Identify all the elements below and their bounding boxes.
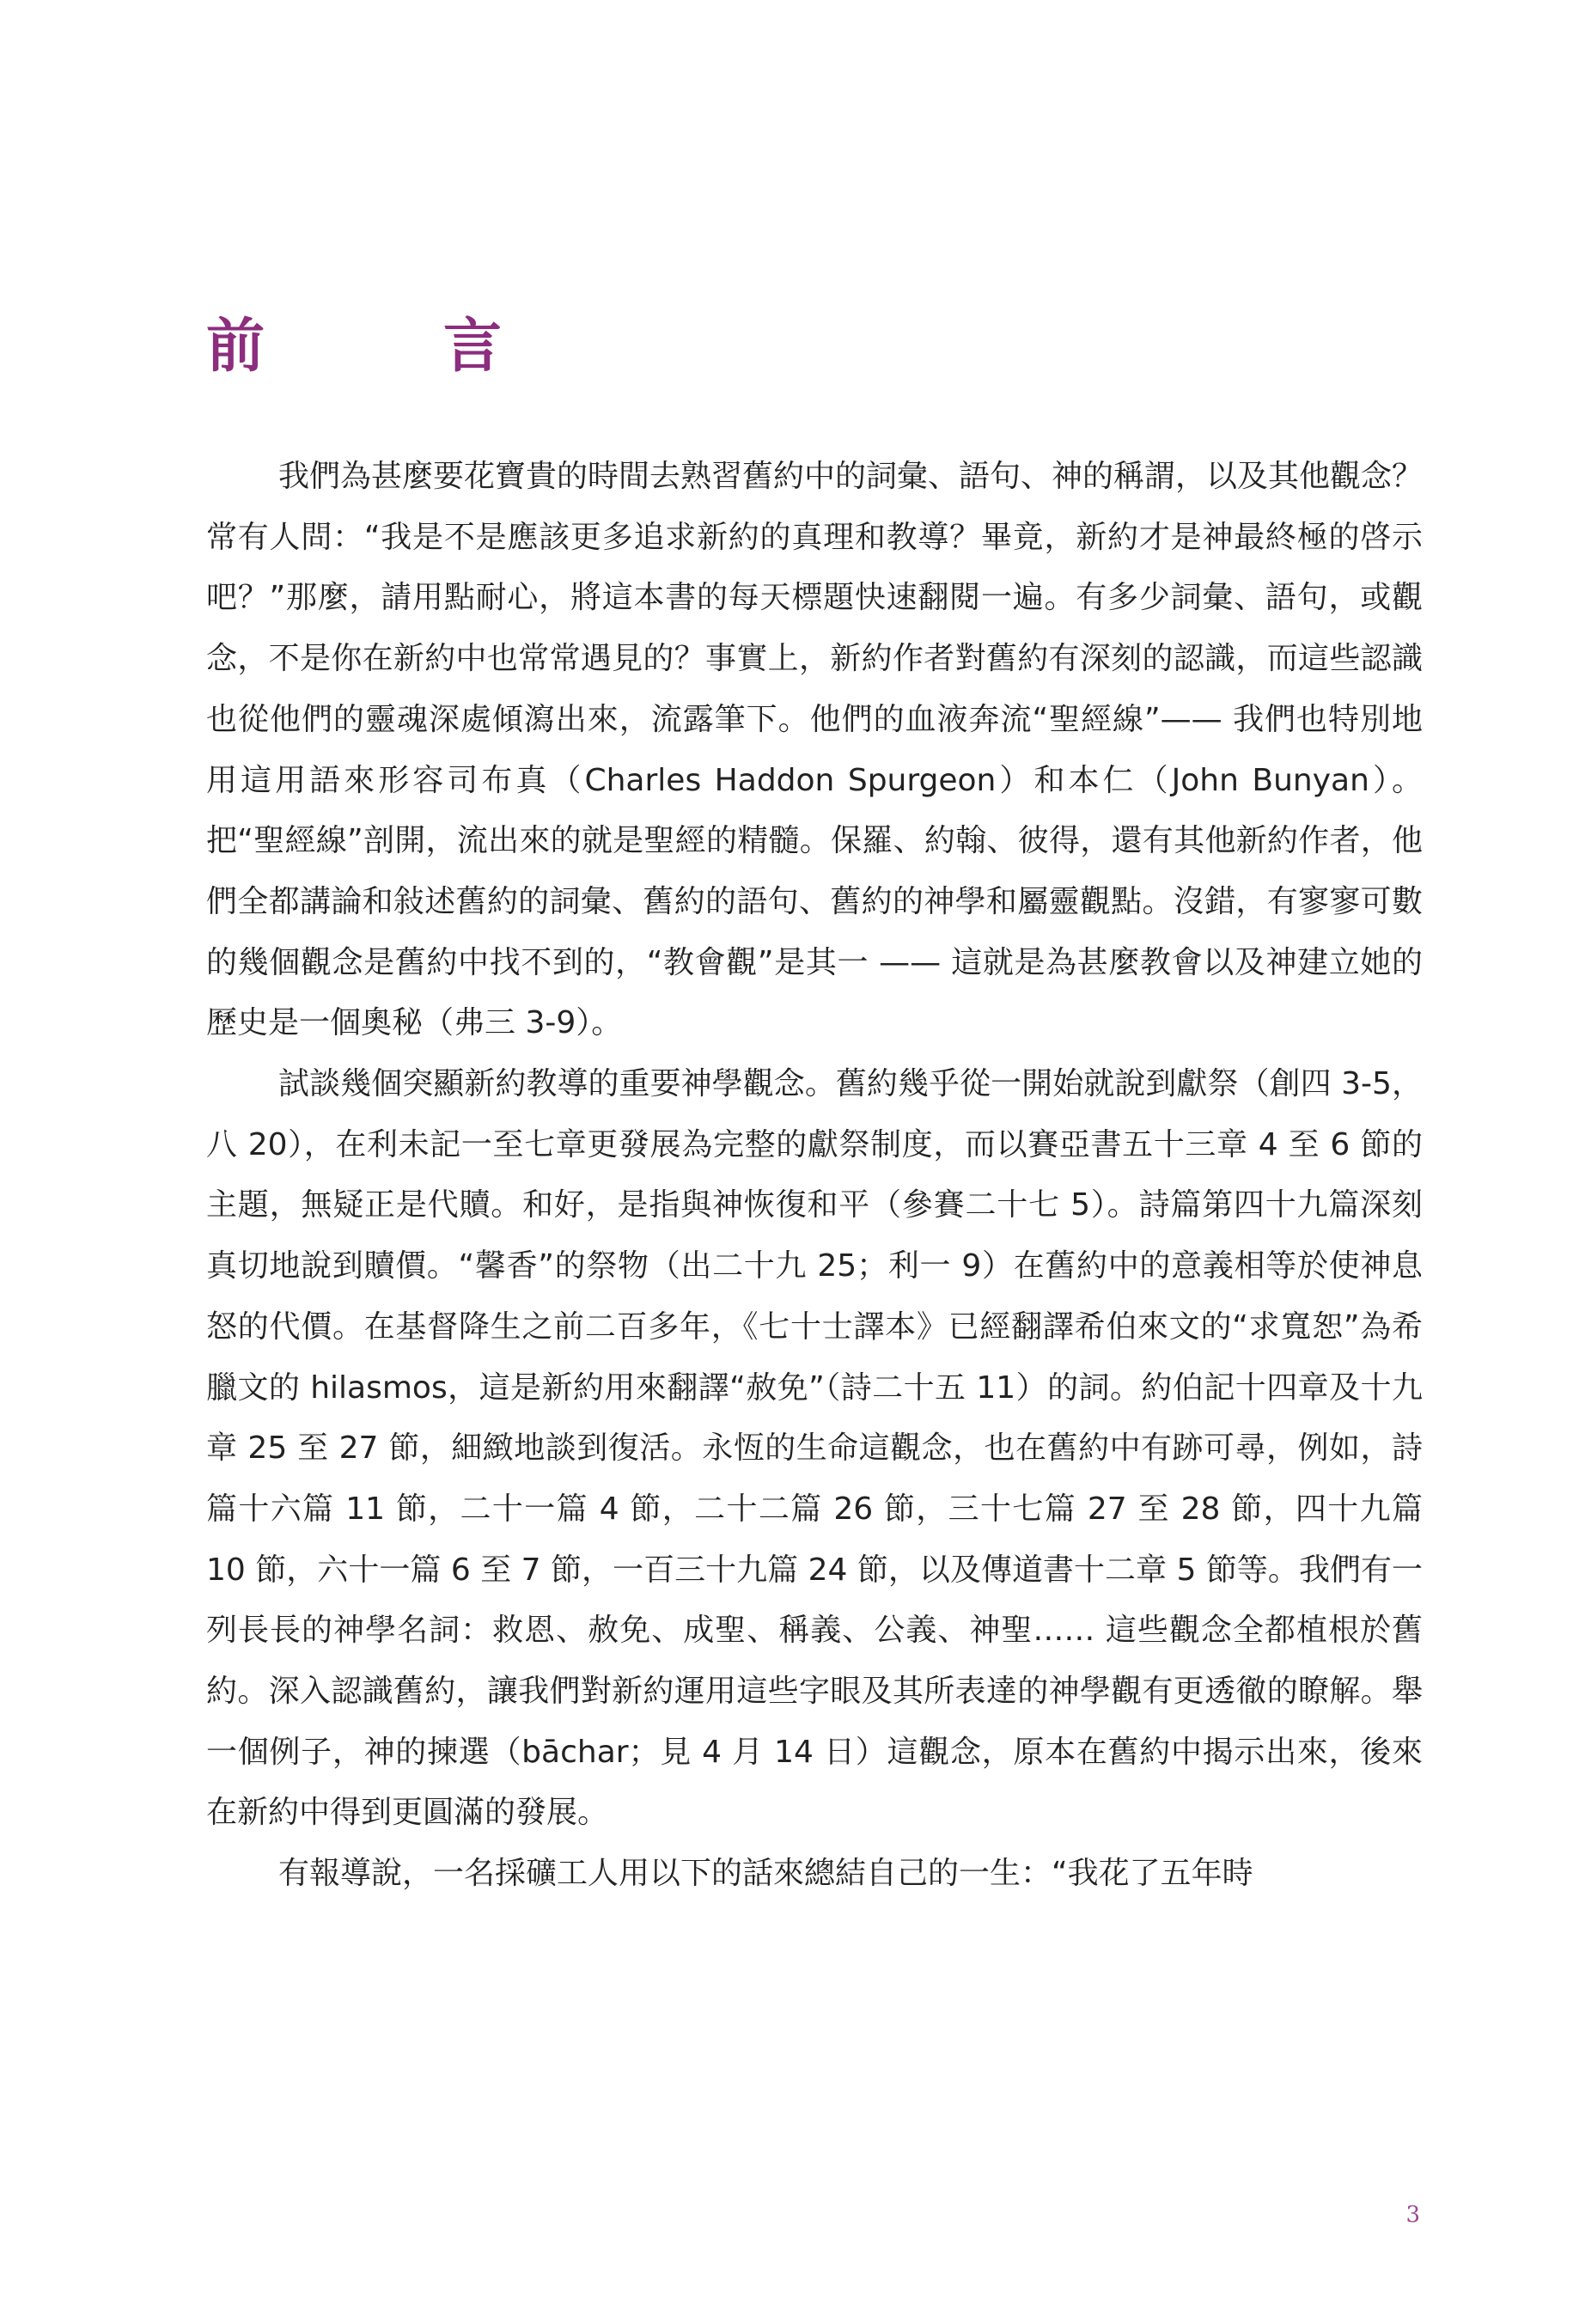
body-text xyxy=(206,447,1423,1905)
page-number: 3 xyxy=(1405,2202,1420,2228)
chapter-heading: 前 言 xyxy=(206,313,563,381)
paragraph: 有報導說，一名採礦工人用以下的話來總結自己的一生：“我花了五年時 xyxy=(278,1856,1253,1892)
paragraph: 試談幾個突顯新約教導的重要神學觀念。舊約幾乎從一開始就說到獻祭（創四 3-5，八 20），在利未記一至七章更發展為完整的獻祭制度，而以賽亞書五十三章 4 至 6 節的主題，無疑正是代贖。和好，是指與神恢復和平（參賽二十七 5）。詩篇第四十九篇深刻真切地說到贖價。“馨香”的祭物（出二十九 25；利一 9）在舊約中的意義相等於使神息怒的代價。在基督降生之前二百多年，《七十士譯本》已經翻譯希伯來文的“求寬恕”為希臘文的 hilasmos，這是新約用來翻譯“赦免”（詩二十五 11）的詞。約伯記十四章及十九章 25 至 27 節，細緻地談到復活。永恆的生命這觀念，也在舊約中有跡可尋，例如，詩篇十六篇 11 節，二十一篇 4 節，二十二篇 26 節，三十七篇 27 至 28 節，四十九篇 10 節，六十一篇 6 至 7 節，一百三十九篇 24 節，以及傳道書十二章 5 節等。我們有一列長長的神學名詞：救恩、赦免、成聖、稱義、公義、神聖…… 這些觀念全都植根於舊約。深入認識舊約，讓我們對新約運用這些字眼及其所表達的神學觀有更透徹的瞭解。舉一個例子，神的揀選（bāchar；見 4 月 14 日）這觀念，原本在舊約中揭示出來，後來在新約中得到更圓滿的發展。 xyxy=(206,1066,1423,1831)
paragraph: 我們為甚麼要花寶貴的時間去熟習舊約中的詞彙、語句、神的稱謂，以及其他觀念？常有人問：“我是不是應該更多追求新約的真理和教導？畢竟，新約才是神最終極的啓示吧？”那麼，請用點耐心，將這本書的每天標題快速翻閱一遍。有多少詞彙、語句，或觀念，不是你在新約中也常常遇見的？事實上，新約作者對舊約有深刻的認識，而這些認識也從他們的靈魂深處傾瀉出來，流露筆下。他們的血液奔流“聖經線”—— 我們也特別地用這用語來形容司布真（Charles Haddon Spurgeon）和本仁（John Bunyan）。把“聖經線”剖開，流出來的就是聖經的精髓。保羅、約翰、彼得，還有其他新約作者，他們全都講論和敍述舊約的詞彙、舊約的語句、舊約的神學和屬靈觀點。沒錯，有寥寥可數的幾個觀念是舊約中找不到的，“教會觀”是其一 —— 這就是為甚麼教會以及神建立她的歷史是一個奧秘（弗三 3-9）。 xyxy=(206,459,1424,1041)
